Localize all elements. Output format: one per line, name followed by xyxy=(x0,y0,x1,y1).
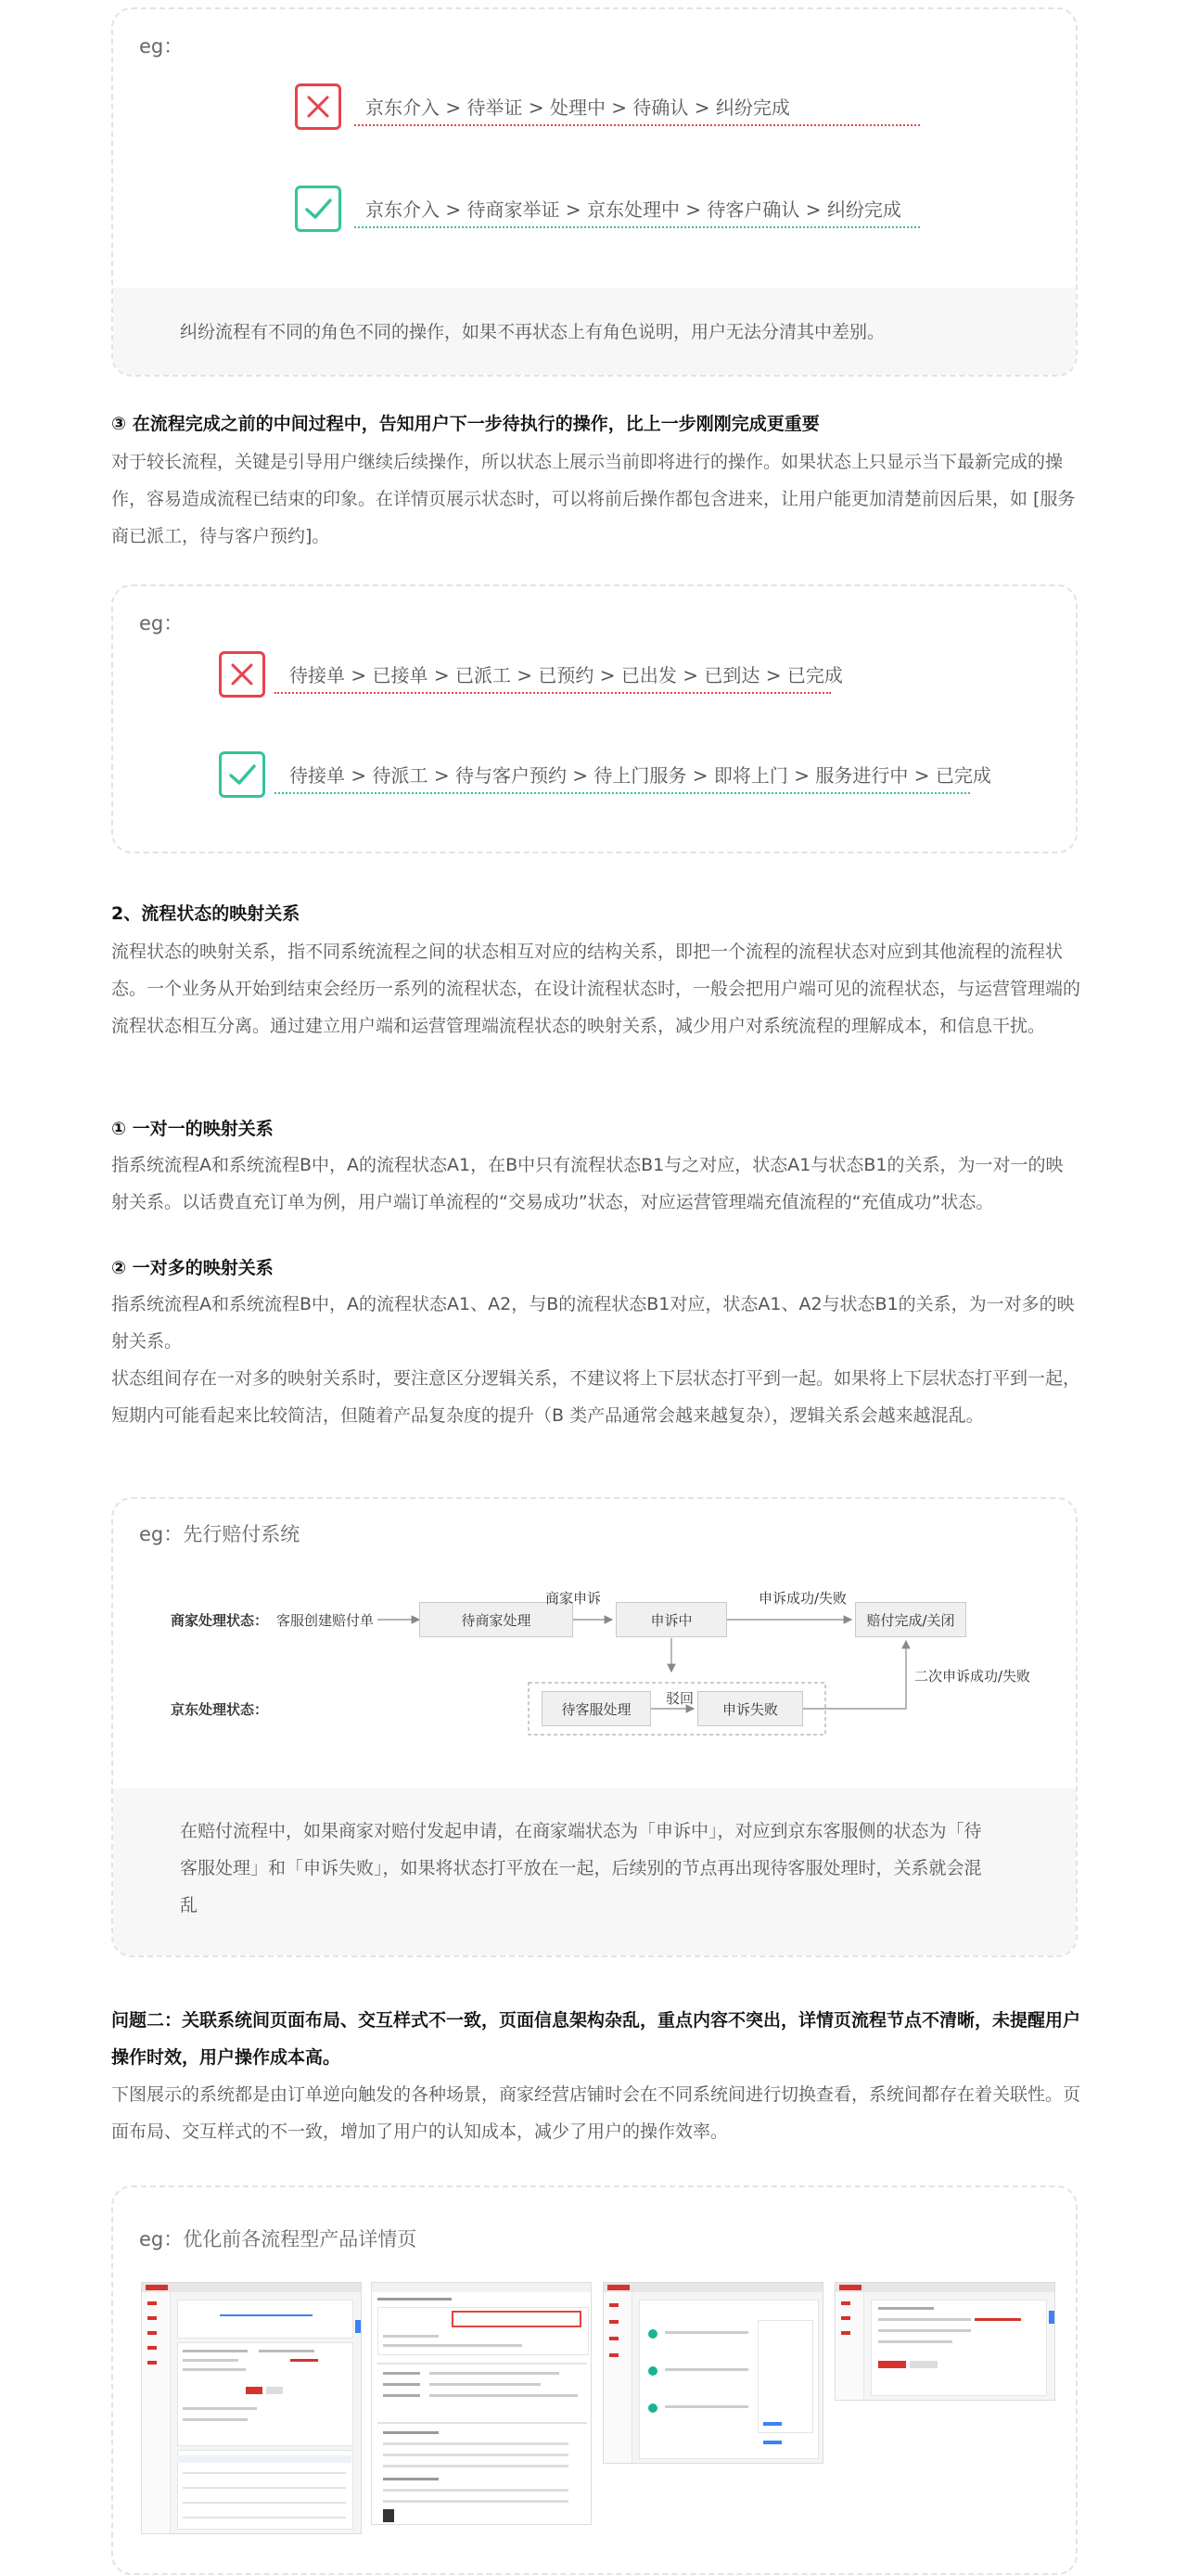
start-node-text: 客服创建赔付单 xyxy=(276,1612,375,1629)
section-paragraph-mapping: 流程状态的映射关系，指不同系统流程之间的状态相互对应的结构关系，即把一个流程的流程状态对应到其他流程的流程状态。一个业务从开始到结束会经历一系列的流程状态，在设计流程状态时，一般会把用户端可见的流程状态，与运营管理端的流程状态相互分离。通过建立用户端和运营管理端流程状态的映射关系，减少用户对系统流程的理解成本，和信息干扰。 xyxy=(111,942,1081,1036)
check-icon xyxy=(298,188,338,229)
merchant-state-label: 商家处理状态： xyxy=(171,1612,269,1629)
wrong-flow-row xyxy=(295,83,1037,134)
right-flow-underline xyxy=(354,226,920,228)
section-heading-one-to-one: ① 一对一的映射关系 xyxy=(111,1119,274,1139)
edge-label-result: 申诉成功/失败 xyxy=(759,1590,848,1607)
right-flow-row xyxy=(219,751,1053,801)
problem-two-heading: 问题二：关联系统间页面布局、交互样式不一致，页面信息架构杂乱，重点内容不突出，详情页流程节点不清晰，未提醒用户操作时效，用户操作成本高。 xyxy=(111,2010,1081,2068)
node-awaiting-merchant: 待商家处理 xyxy=(419,1602,573,1637)
eg-label: eg：优化前各流程型产品详情页 xyxy=(139,2228,417,2250)
node-appeal-failed: 申诉失败 xyxy=(697,1691,803,1726)
section-paragraph-one-to-one: 指系统流程A和系统流程B中，A的流程状态A1，在B中只有流程状态B1与之对应，状态A1与状态B1的关系，为一对一的映射关系。以话费直充订单为例，用户端订单流程的“交易成功”状态，对应运营管理端充值流程的“充值成功”状态。 xyxy=(111,1155,1064,1212)
card-footer xyxy=(113,1788,1076,1957)
wrong-flow-text: 京东介入 > 待举证 > 处理中 > 待确认 > 纠纷完成 xyxy=(365,96,790,119)
wrong-flow-underline xyxy=(354,124,920,126)
card-footer xyxy=(113,288,1076,377)
example-card-service-flow xyxy=(111,584,1078,853)
detail-page-screenshot-1 xyxy=(141,2282,362,2534)
example-card-dispute-flow xyxy=(111,7,1078,377)
wrong-mark xyxy=(295,83,341,130)
node-awaiting-cs: 待客服处理 xyxy=(542,1691,651,1726)
right-flow-text: 待接单 > 待派工 > 待与客户预约 > 待上门服务 > 即将上门 > 服务进行中 > 已完成 xyxy=(289,764,991,787)
diagram-connectors xyxy=(113,1499,1078,1777)
section-paragraph-one-to-many-2: 状态组间存在一对多的映射关系时，要注意区分逻辑关系，不建议将上下层状态打平到一起。如果将上下层状态打平到一起，短期内可能看起来比较简洁，但随着产品复杂度的提升（B 类产品通常会越来越复杂），逻辑关系会越来越混乱。 xyxy=(111,1368,1081,1426)
node-appealing: 申诉中 xyxy=(616,1602,727,1637)
detail-page-screenshot-4 xyxy=(835,2282,1055,2401)
section-paragraph-next-step: 对于较长流程，关键是引导用户继续后续操作，所以状态上展示当前即将进行的操作。如果状态上只显示当下最新完成的操作，容易造成流程已结束的印象。在详情页展示状态时，可以将前后操作都包含进来，让用户能更加清楚前因后果，如 [服务商已派工，待与客户预约]。 xyxy=(111,452,1076,546)
example-card-detail-pages xyxy=(111,2185,1078,2575)
right-flow-text: 京东介入 > 待商家举证 > 京东处理中 > 待客户确认 > 纠纷完成 xyxy=(365,199,901,221)
eg-label: eg： xyxy=(139,35,184,58)
eg-label: eg：先行赔付系统 xyxy=(139,1523,300,1545)
cross-icon xyxy=(222,654,262,695)
eg-label: eg： xyxy=(139,612,184,634)
section-paragraph-one-to-many-1: 指系统流程A和系统流程B中，A的流程状态A1、A2，与B的流程状态B1对应，状态A1、A2与状态B1的关系，为一对多的映射关系。 xyxy=(111,1294,1075,1352)
right-mark xyxy=(295,186,341,232)
wrong-flow-text: 待接单 > 已接单 > 已派工 > 已预约 > 已出发 > 已到达 > 已完成 xyxy=(289,664,843,686)
state-mapping-diagram xyxy=(113,1499,1078,1777)
check-icon xyxy=(222,754,262,795)
edge-label-second-appeal: 二次申诉成功/失败 xyxy=(914,1668,1031,1685)
edge-label-reject: 驳回 xyxy=(666,1690,695,1707)
section-heading-one-to-many: ② 一对多的映射关系 xyxy=(111,1258,274,1278)
card-footer-text: 纠纷流程有不同的角色不同的操作，如果不再状态上有角色说明，用户无法分清其中差别。 xyxy=(180,322,886,342)
wrong-mark xyxy=(219,651,265,698)
section-heading-next-step: ③ 在流程完成之前的中间过程中，告知用户下一步待执行的操作，比上一步刚刚完成更重要 xyxy=(111,414,820,434)
right-mark xyxy=(219,751,265,798)
jd-state-label: 京东处理状态： xyxy=(171,1701,269,1718)
example-card-compensation xyxy=(111,1497,1078,1957)
detail-page-screenshot-3 xyxy=(603,2282,823,2464)
wrong-flow-row xyxy=(219,651,1053,701)
detail-page-screenshot-2 xyxy=(371,2282,592,2525)
section-heading-mapping: 2、流程状态的映射关系 xyxy=(111,904,300,924)
problem-two-paragraph: 下图展示的系统都是由订单逆向触发的各种场景，商家经营店铺时会在不同系统间进行切换查看，系统间都存在着关联性。页面布局、交互样式的不一致，增加了用户的认知成本，减少了用户的操作效率。 xyxy=(111,2084,1081,2142)
cross-icon xyxy=(298,86,338,127)
right-flow-underline xyxy=(274,792,970,794)
right-flow-row xyxy=(295,186,1037,236)
wrong-flow-underline xyxy=(274,692,831,694)
node-completed: 赔付完成/关闭 xyxy=(855,1602,966,1637)
edge-label-appeal: 商家申诉 xyxy=(545,1590,602,1607)
card-footer-text: 在赔付流程中，如果商家对赔付发起申请，在商家端状态为「申诉中」，对应到京东客服侧的状态为「待客服处理」和「申诉失败」，如果将状态打平放在一起，后续别的节点再出现待客服处理时，关系就会混乱 xyxy=(180,1821,982,1916)
